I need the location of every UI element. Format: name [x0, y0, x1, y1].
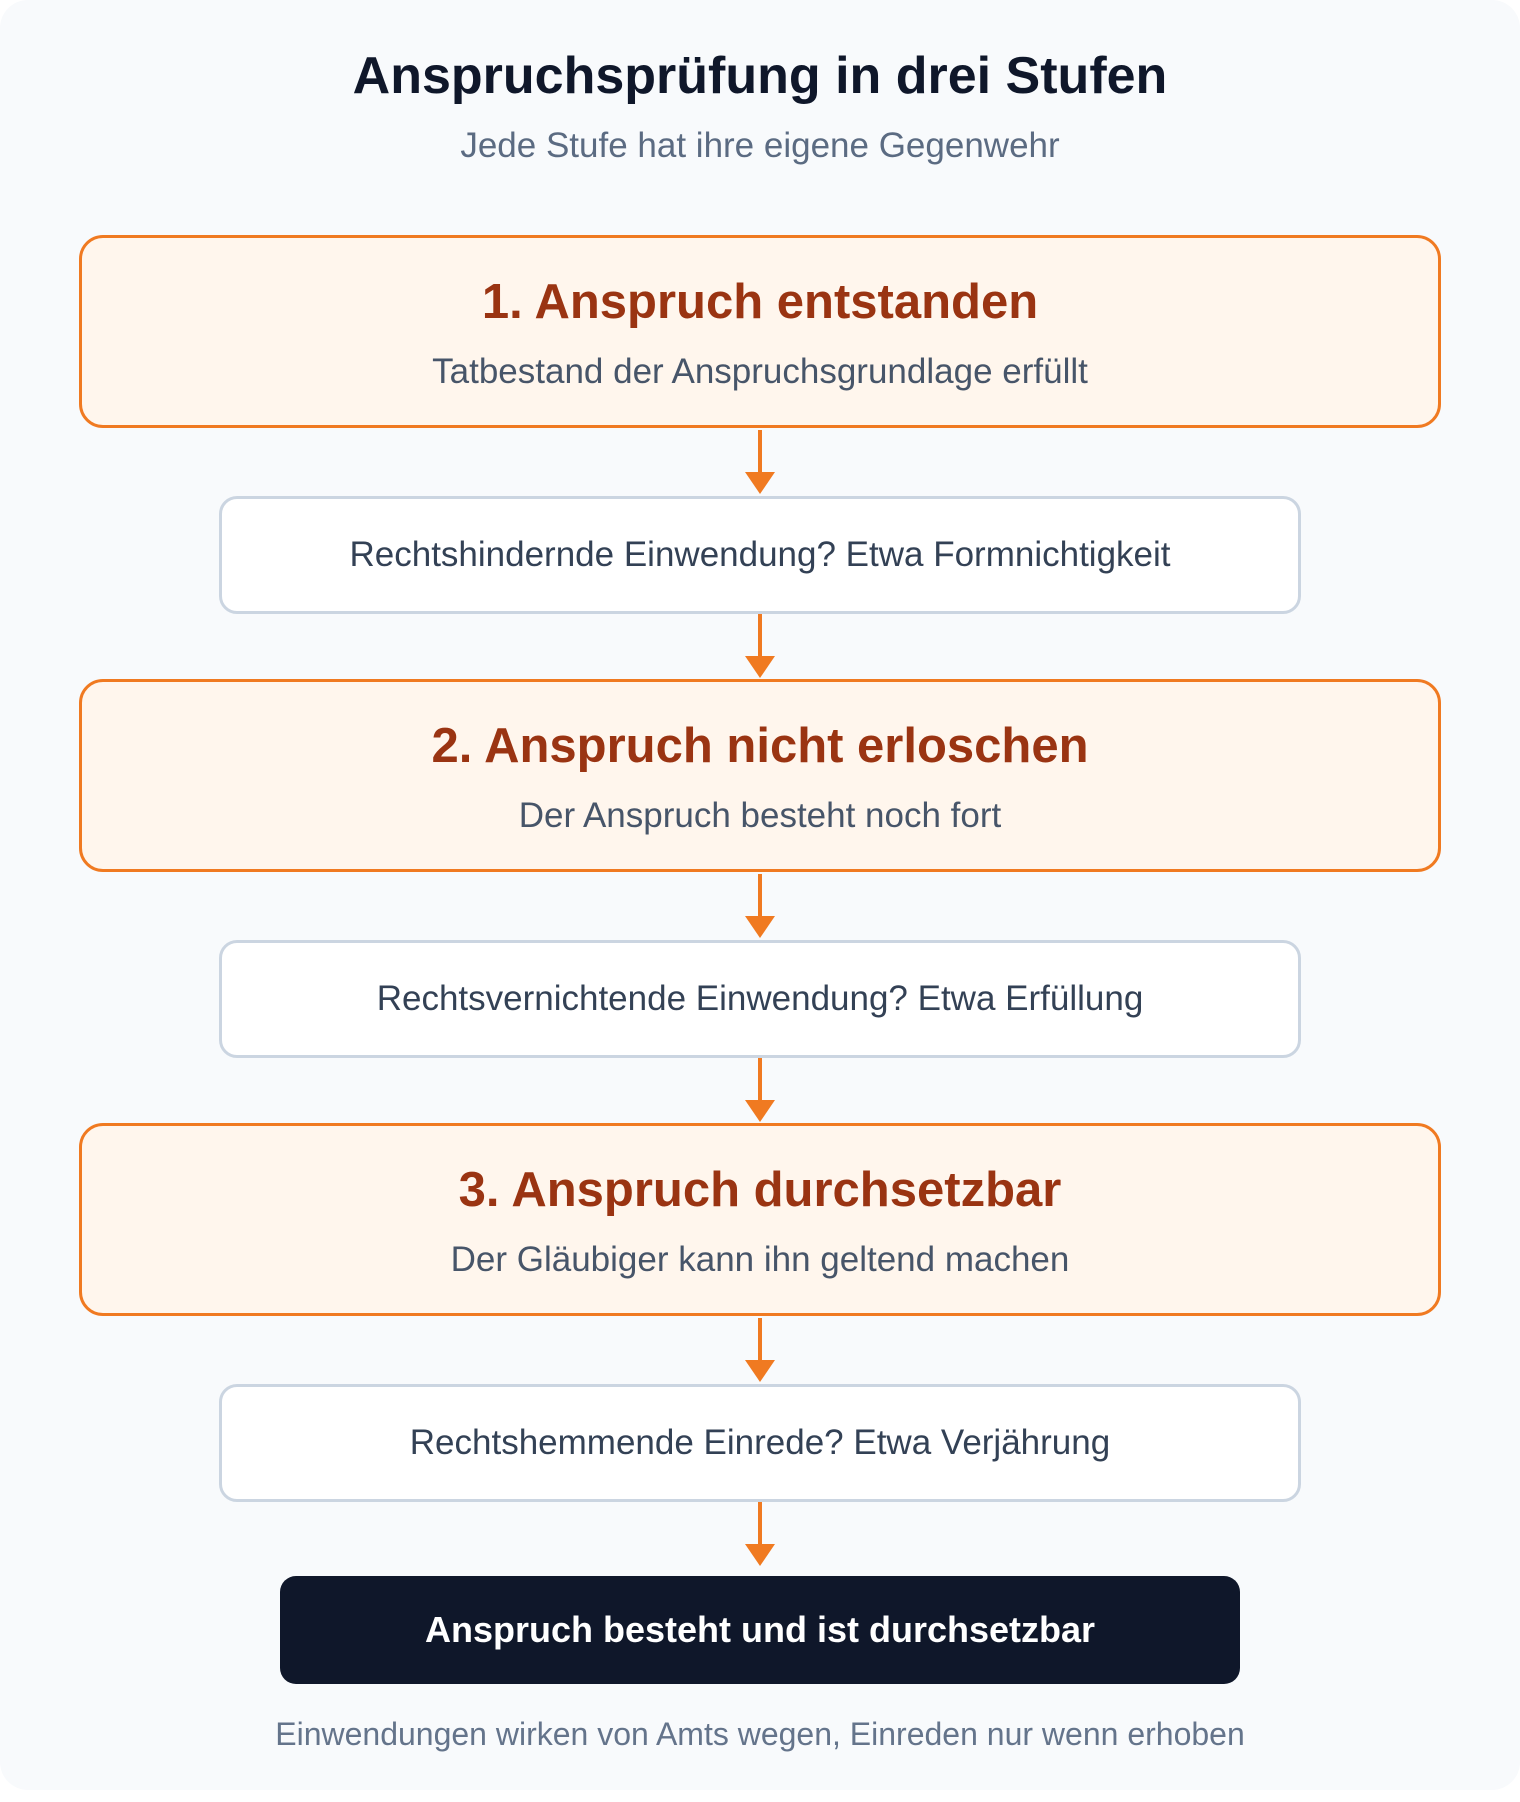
stage-3-box [79, 1123, 1441, 1316]
result-box: Anspruch besteht und ist durchsetzbar [280, 1576, 1240, 1684]
footnote: Einwendungen wirken von Amts wegen, Einreden nur wenn erhoben [275, 1716, 1245, 1752]
stage-2-title: 2. Anspruch nicht erloschen [431, 719, 1089, 773]
stage-2-subtitle: Der Anspruch besteht noch fort [518, 796, 1002, 835]
stage-1-subtitle: Tatbestand der Anspruchsgrundlage erfüllt [432, 352, 1088, 391]
check-3-box: Rechtshemmende Einrede? Etwa Verjährung [219, 1384, 1301, 1502]
arrowhead-check1-to-stage2 [745, 656, 775, 678]
stage-3-subtitle: Der Gläubiger kann ihn geltend machen [450, 1240, 1070, 1279]
diagram-subtitle: Jede Stufe hat ihre eigene Gegenwehr [460, 126, 1060, 165]
check-2-box: Rechtsvernichtende Einwendung? Etwa Erfüllung [219, 940, 1301, 1058]
stage-3-title: 3. Anspruch durchsetzbar [458, 1163, 1062, 1217]
diagram-title: Anspruchsprüfung in drei Stufen [352, 47, 1168, 105]
stage-1-title: 1. Anspruch entstanden [481, 275, 1039, 329]
arrowhead-stage3-to-check3 [745, 1360, 775, 1382]
check-1-box: Rechtshindernde Einwendung? Etwa Formnichtigkeit [219, 496, 1301, 614]
arrowhead-stage2-to-check2 [745, 916, 775, 938]
arrowhead-check2-to-stage3 [745, 1100, 775, 1122]
arrowhead-check3-to-result [745, 1544, 775, 1566]
stage-1-box [79, 235, 1441, 428]
stage-2-box [79, 679, 1441, 872]
arrowhead-stage1-to-check1 [745, 472, 775, 494]
